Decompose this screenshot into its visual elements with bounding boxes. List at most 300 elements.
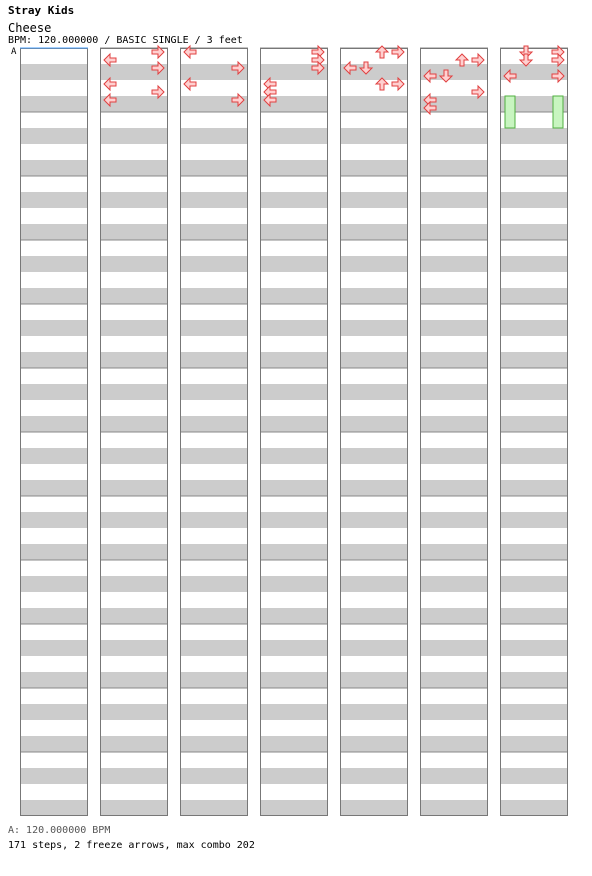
chart-row	[260, 168, 328, 176]
chart-row	[420, 368, 488, 376]
chart-row	[100, 312, 168, 320]
chart-row	[420, 120, 488, 128]
chart-row	[340, 224, 408, 232]
chart-row	[340, 384, 408, 392]
chart-row	[340, 456, 408, 464]
chart-row	[180, 584, 248, 592]
chart-row	[260, 544, 328, 552]
chart-row	[500, 216, 568, 224]
chart-row	[100, 360, 168, 368]
chart-row	[340, 568, 408, 576]
chart-row	[100, 592, 168, 600]
chart-row	[20, 192, 88, 200]
chart-row	[500, 448, 568, 456]
chart-row	[340, 328, 408, 336]
chart-row	[340, 648, 408, 656]
chart-row	[180, 144, 248, 152]
chart-row	[20, 312, 88, 320]
chart-row	[340, 784, 408, 792]
chart-row	[20, 112, 88, 120]
chart-row	[420, 312, 488, 320]
chart-row	[180, 552, 248, 560]
chart-row	[420, 712, 488, 720]
chart-row	[340, 440, 408, 448]
chart-row	[20, 168, 88, 176]
chart-row	[340, 768, 408, 776]
chart-row	[340, 600, 408, 608]
chart-row	[500, 408, 568, 416]
chart-row	[260, 240, 328, 248]
chart-row	[420, 728, 488, 736]
chart-row	[500, 296, 568, 304]
chart-row	[180, 176, 248, 184]
chart-row	[20, 576, 88, 584]
chart-row	[340, 464, 408, 472]
chart-row	[260, 680, 328, 688]
chart-row	[420, 392, 488, 400]
chart-row	[20, 328, 88, 336]
chart-row	[20, 672, 88, 680]
chart-row	[260, 128, 328, 136]
chart-row	[100, 232, 168, 240]
chart-row	[20, 288, 88, 296]
chart-row	[340, 264, 408, 272]
chart-row	[500, 544, 568, 552]
chart-row	[180, 408, 248, 416]
chart-row	[180, 224, 248, 232]
chart-row	[100, 712, 168, 720]
chart-row	[20, 376, 88, 384]
chart-row	[260, 528, 328, 536]
chart-row	[340, 160, 408, 168]
chart-row	[180, 520, 248, 528]
chart-row	[260, 448, 328, 456]
chart-row	[260, 376, 328, 384]
chart-row	[20, 320, 88, 328]
chart-row	[100, 656, 168, 664]
chart-row	[20, 648, 88, 656]
chart-row	[420, 616, 488, 624]
chart-row	[260, 688, 328, 696]
chart-row	[100, 504, 168, 512]
chart-row	[180, 560, 248, 568]
chart-row	[20, 688, 88, 696]
chart-row	[100, 520, 168, 528]
chart-row	[260, 368, 328, 376]
chart-row	[260, 592, 328, 600]
chart-row	[260, 264, 328, 272]
chart-row	[500, 632, 568, 640]
chart-row	[260, 648, 328, 656]
chart-row	[420, 600, 488, 608]
chart-row	[340, 216, 408, 224]
chart-row	[180, 328, 248, 336]
chart-row	[20, 616, 88, 624]
chart-row	[20, 176, 88, 184]
chart-row	[500, 664, 568, 672]
chart-row	[420, 664, 488, 672]
chart-row	[260, 328, 328, 336]
chart-row	[20, 808, 88, 816]
chart-column	[420, 48, 488, 816]
chart-row	[100, 424, 168, 432]
chart-row	[340, 560, 408, 568]
chart-row	[340, 192, 408, 200]
chart-row	[340, 544, 408, 552]
chart-row	[500, 200, 568, 208]
chart-row	[180, 760, 248, 768]
chart-row	[20, 776, 88, 784]
chart-row	[100, 296, 168, 304]
chart-row	[420, 528, 488, 536]
chart-row	[340, 752, 408, 760]
chart-row	[20, 800, 88, 808]
chart-row	[20, 64, 88, 72]
chart-row	[100, 448, 168, 456]
chart-row	[500, 720, 568, 728]
chart-row	[260, 288, 328, 296]
chart-row	[500, 240, 568, 248]
chart-row	[100, 680, 168, 688]
chart-row	[500, 584, 568, 592]
chart-row	[180, 240, 248, 248]
chart-row	[260, 792, 328, 800]
chart-row	[100, 752, 168, 760]
chart-row	[20, 104, 88, 112]
chart-row	[100, 800, 168, 808]
chart-row	[260, 752, 328, 760]
chart-row	[20, 568, 88, 576]
chart-row	[500, 312, 568, 320]
chart-row	[500, 480, 568, 488]
chart-row	[180, 720, 248, 728]
chart-row	[340, 552, 408, 560]
chart-row	[340, 728, 408, 736]
chart-row	[20, 304, 88, 312]
chart-row	[100, 368, 168, 376]
chart-row	[20, 48, 88, 56]
chart-row	[500, 184, 568, 192]
chart-row	[340, 712, 408, 720]
chart-row	[420, 160, 488, 168]
chart-row	[340, 472, 408, 480]
chart-row	[260, 472, 328, 480]
chart-row	[260, 360, 328, 368]
chart-row	[500, 256, 568, 264]
chart-row	[100, 176, 168, 184]
chart-row	[180, 768, 248, 776]
chart-row	[180, 352, 248, 360]
chart-row	[420, 376, 488, 384]
chart-row	[340, 512, 408, 520]
chart-row	[100, 216, 168, 224]
chart-row	[180, 384, 248, 392]
chart-row	[260, 176, 328, 184]
chart-row	[260, 344, 328, 352]
chart-row	[20, 704, 88, 712]
chart-row	[260, 400, 328, 408]
chart-row	[340, 800, 408, 808]
chart-row	[100, 696, 168, 704]
chart-row	[500, 640, 568, 648]
chart-row	[420, 584, 488, 592]
chart-row	[420, 560, 488, 568]
chart-row	[180, 120, 248, 128]
chart-row	[100, 648, 168, 656]
chart-row	[340, 592, 408, 600]
chart-row	[100, 688, 168, 696]
chart-row	[180, 376, 248, 384]
chart-row	[180, 496, 248, 504]
chart-column	[100, 48, 168, 816]
chart-row	[100, 432, 168, 440]
chart-row	[20, 88, 88, 96]
chart-row	[500, 352, 568, 360]
chart-row	[420, 608, 488, 616]
chart-row	[260, 160, 328, 168]
chart-column	[340, 48, 408, 816]
chart-row	[180, 304, 248, 312]
chart-row	[180, 112, 248, 120]
chart-row	[100, 624, 168, 632]
freeze-arrow	[553, 96, 563, 128]
chart-row	[180, 416, 248, 424]
chart-row	[180, 280, 248, 288]
chart-row	[180, 568, 248, 576]
chart-row	[340, 232, 408, 240]
chart-row	[340, 256, 408, 264]
chart-row	[260, 144, 328, 152]
chart-row	[260, 568, 328, 576]
chart-row	[340, 152, 408, 160]
chart-row	[20, 608, 88, 616]
chart-row	[260, 712, 328, 720]
chart-row	[100, 736, 168, 744]
chart-row	[260, 784, 328, 792]
chart-row	[500, 616, 568, 624]
chart-row	[260, 224, 328, 232]
chart-row	[260, 584, 328, 592]
chart-row	[340, 416, 408, 424]
chart-row	[340, 496, 408, 504]
chart-row	[260, 232, 328, 240]
chart-row	[180, 160, 248, 168]
chart-row	[340, 408, 408, 416]
chart-row	[340, 696, 408, 704]
chart-row	[420, 336, 488, 344]
chart-row	[260, 808, 328, 816]
chart-row	[100, 184, 168, 192]
chart-row	[100, 288, 168, 296]
chart-row	[420, 208, 488, 216]
chart-row	[20, 256, 88, 264]
chart-row	[260, 552, 328, 560]
chart-row	[20, 408, 88, 416]
chart-info: BPM: 120.000000 / BASIC SINGLE / 3 feet	[8, 35, 243, 46]
chart-row	[180, 728, 248, 736]
chart-row	[420, 272, 488, 280]
chart-row	[20, 224, 88, 232]
chart-row	[500, 784, 568, 792]
chart-row	[420, 536, 488, 544]
chart-row	[100, 400, 168, 408]
chart-row	[500, 688, 568, 696]
chart-row	[420, 704, 488, 712]
chart-row	[20, 264, 88, 272]
chart-row	[20, 536, 88, 544]
chart-row	[420, 632, 488, 640]
chart-row	[180, 472, 248, 480]
chart-row	[260, 624, 328, 632]
chart-row	[340, 136, 408, 144]
chart-row	[340, 312, 408, 320]
chart-row	[500, 368, 568, 376]
chart-row	[260, 728, 328, 736]
chart-row	[180, 440, 248, 448]
chart-row	[20, 248, 88, 256]
chart-row	[100, 744, 168, 752]
chart-row	[180, 688, 248, 696]
chart-row	[500, 168, 568, 176]
chart-row	[340, 96, 408, 104]
chart-row	[100, 208, 168, 216]
chart-row	[180, 344, 248, 352]
chart-row	[500, 280, 568, 288]
chart-row	[420, 640, 488, 648]
chart-row	[260, 496, 328, 504]
chart-row	[20, 584, 88, 592]
chart-row	[180, 624, 248, 632]
chart-row	[420, 264, 488, 272]
chart-row	[180, 664, 248, 672]
chart-row	[340, 184, 408, 192]
chart-row	[500, 248, 568, 256]
chart-row	[500, 512, 568, 520]
chart-row	[420, 776, 488, 784]
chart-row	[20, 352, 88, 360]
chart-row	[340, 240, 408, 248]
chart-row	[180, 512, 248, 520]
chart-row	[500, 376, 568, 384]
chart-row	[420, 296, 488, 304]
chart-row	[420, 328, 488, 336]
chart-row	[260, 280, 328, 288]
chart-row	[420, 760, 488, 768]
chart-row	[500, 384, 568, 392]
chart-row	[180, 640, 248, 648]
chart-row	[500, 528, 568, 536]
chart-row	[500, 696, 568, 704]
chart-row	[260, 464, 328, 472]
chart-row	[340, 128, 408, 136]
chart-row	[100, 600, 168, 608]
chart-row	[500, 576, 568, 584]
chart-row	[340, 280, 408, 288]
chart-row	[20, 272, 88, 280]
chart-row	[260, 256, 328, 264]
chart-row	[420, 408, 488, 416]
chart-row	[20, 744, 88, 752]
chart-row	[340, 704, 408, 712]
chart-column	[180, 48, 248, 816]
chart-row	[180, 504, 248, 512]
chart-row	[420, 512, 488, 520]
chart-column	[260, 48, 328, 816]
chart-row	[340, 528, 408, 536]
chart-row	[20, 464, 88, 472]
chart-row	[100, 352, 168, 360]
chart-row	[500, 440, 568, 448]
chart-row	[180, 360, 248, 368]
chart-row	[180, 168, 248, 176]
chart-row	[100, 512, 168, 520]
chart-row	[340, 736, 408, 744]
chart-row	[260, 424, 328, 432]
chart-row	[500, 416, 568, 424]
chart-row	[260, 504, 328, 512]
chart-row	[260, 304, 328, 312]
chart-row	[180, 288, 248, 296]
chart-row	[260, 576, 328, 584]
chart-row	[420, 136, 488, 144]
chart-row	[180, 672, 248, 680]
chart-row	[500, 760, 568, 768]
chart-row	[180, 480, 248, 488]
chart-row	[100, 200, 168, 208]
chart-row	[420, 656, 488, 664]
chart-row	[100, 344, 168, 352]
chart-row	[20, 768, 88, 776]
chart-row	[180, 272, 248, 280]
chart-row	[260, 352, 328, 360]
chart-row	[260, 696, 328, 704]
chart-row	[500, 336, 568, 344]
chart-row	[500, 520, 568, 528]
chart-row	[20, 544, 88, 552]
chart-row	[180, 592, 248, 600]
chart-row	[420, 232, 488, 240]
chart-row	[340, 664, 408, 672]
chart-row	[500, 608, 568, 616]
chart-row	[260, 296, 328, 304]
chart-row	[20, 664, 88, 672]
chart-row	[100, 168, 168, 176]
chart-row	[100, 240, 168, 248]
chart-row	[20, 512, 88, 520]
chart-row	[180, 696, 248, 704]
chart-row	[180, 744, 248, 752]
chart-row	[260, 192, 328, 200]
chart-row	[260, 208, 328, 216]
chart-row	[340, 616, 408, 624]
chart-row	[100, 152, 168, 160]
chart-row	[20, 400, 88, 408]
chart-row	[180, 704, 248, 712]
chart-row	[420, 592, 488, 600]
chart-row	[420, 360, 488, 368]
chart-row	[180, 192, 248, 200]
chart-row	[420, 552, 488, 560]
chart-row	[260, 336, 328, 344]
chart-row	[340, 104, 408, 112]
chart-row	[100, 416, 168, 424]
chart-row	[500, 776, 568, 784]
chart-row	[20, 392, 88, 400]
chart-row	[180, 544, 248, 552]
chart-row	[100, 144, 168, 152]
chart-row	[500, 744, 568, 752]
chart-row	[260, 768, 328, 776]
